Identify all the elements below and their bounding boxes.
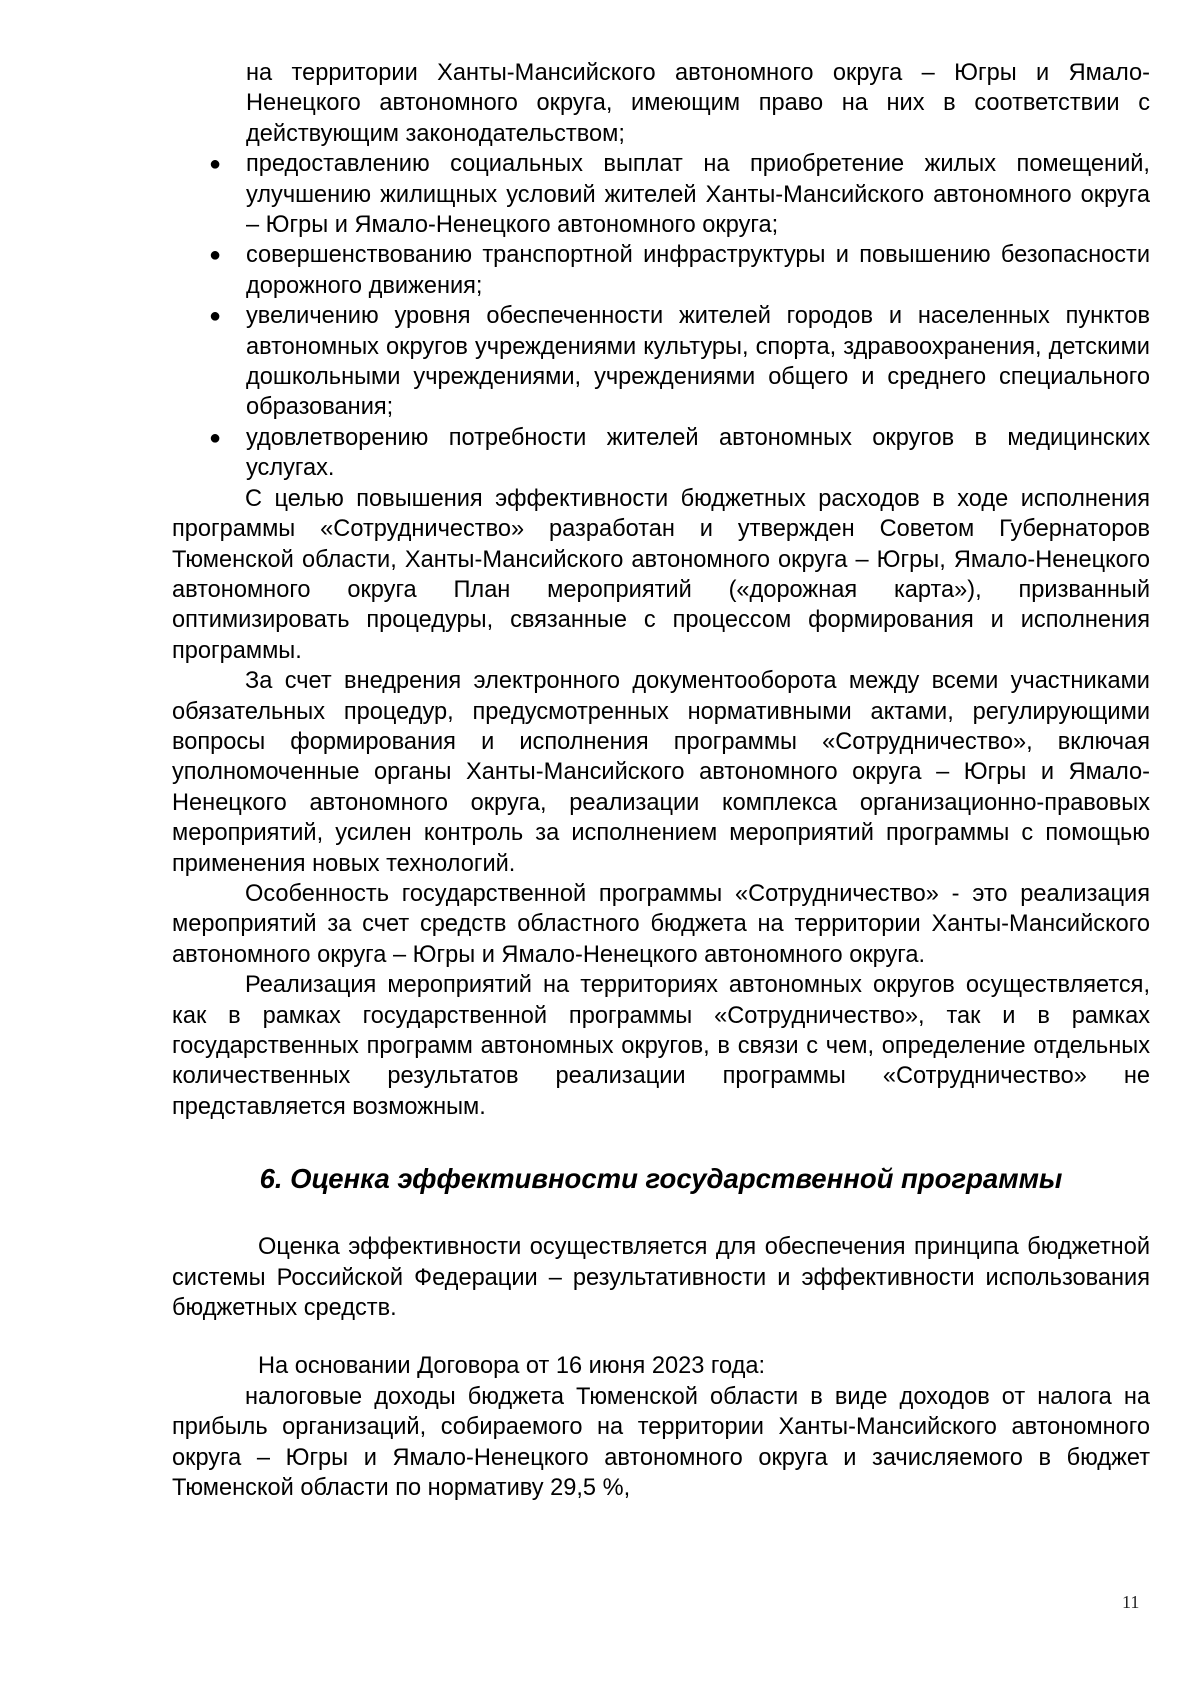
section-paragraph: Оценка эффективности осуществляется для обеспечения принципа бюджетной системы Российской Федерации – результативности и эффективности использования бюджетных средств.	[172, 1234, 1150, 1322]
body-paragraph: С целью повышения эффективности бюджетных расходов в ходе исполнения программы «Сотрудничество» разработан и утвержден Советом Губернаторов Тюменской области, Ханты-Мансийского автономного округа – Югры, Ямало-Ненецкого автономного округа План мероприятий («дорожная карта»), призванный оптимизировать процедуры, связанные с процессом формирования и исполнения программы.	[172, 485, 1150, 664]
bullet-text: предоставлению социальных выплат на приобретение жилых помещений, улучшению жилищных условий жителей Ханты-Мансийского автономного округа – Югры и Ямало-Ненецкого автономного округа;	[246, 151, 1150, 239]
bullet-dot-icon: ●	[209, 153, 222, 176]
bullet-text: удовлетворению потребности жителей автономных округов в медицинских услугах.	[246, 424, 1150, 482]
page-body	[172, 58, 1150, 1503]
bullet-text: увеличению уровня обеспеченности жителей городов и населенных пунктов автономных округов учреждениями культуры, спорта, здравоохранения, детскими дошкольными учреждениями, учреждениями общего и среднего специального образования;	[246, 303, 1150, 421]
body-paragraph: Особенность государственной программы «Сотрудничество» - это реализация мероприятий за счет средств областного бюджета на территории Ханты-Мансийского автономного округа – Югры и Ямало-Ненецкого автономного округа.	[172, 880, 1150, 968]
page-number: 11	[1122, 1592, 1140, 1612]
body-paragraph: Реализация мероприятий на территориях автономных округов осуществляется, как в рамках государственной программы «Сотрудничество», так и в рамках государственных программ автономных округов, в связи с чем, определение отдельных количественных результатов реализации программы «Сотрудничество» не представляется возможным.	[172, 972, 1150, 1120]
section-paragraph: налоговые доходы бюджета Тюменской области в виде доходов от налога на прибыль организаций, собираемого на территории Ханты-Мансийского автономного округа – Югры и Ямало-Ненецкого автономного округа и зачисляемого в бюджет Тюменской области по нормативу 29,5 %,	[172, 1383, 1150, 1502]
measures-bullet-list	[172, 149, 1150, 483]
bullet-item	[172, 301, 1150, 423]
section-heading: 6. Оценка эффективности государственной программы	[259, 1163, 1063, 1195]
bullet-dot-icon: ●	[209, 426, 222, 449]
bullet-text: совершенствованию транспортной инфраструктуры и повышению безопасности дорожного движения;	[246, 242, 1150, 299]
bullet-item	[172, 240, 1150, 301]
body-paragraph: За счет внедрения электронного документооборота между всеми участниками обязательных процедур, предусмотренных нормативными актами, регулирующими вопросы формирования и исполнения программы «Сотрудничество», включая уполномоченные органы Ханты-Мансийского автономного округа – Югры и Ямало-Ненецкого автономного округа, реализации комплекса организационно-правовых мероприятий, усилен контроль за исполнением мероприятий программы с помощью применения новых технологий.	[172, 668, 1150, 877]
bullet-item	[172, 423, 1150, 484]
section-paragraph: На основании Договора от 16 июня 2023 года:	[258, 1353, 766, 1380]
bullet-item	[172, 149, 1150, 240]
lead-continuation-paragraph: на территории Ханты-Мансийского автономного округа – Югры и Ямало-Ненецкого автономного округа, имеющим право на них в соответствии с действующим законодательством;	[246, 60, 1150, 147]
bullet-dot-icon: ●	[209, 305, 222, 328]
bullet-dot-icon: ●	[209, 244, 222, 267]
